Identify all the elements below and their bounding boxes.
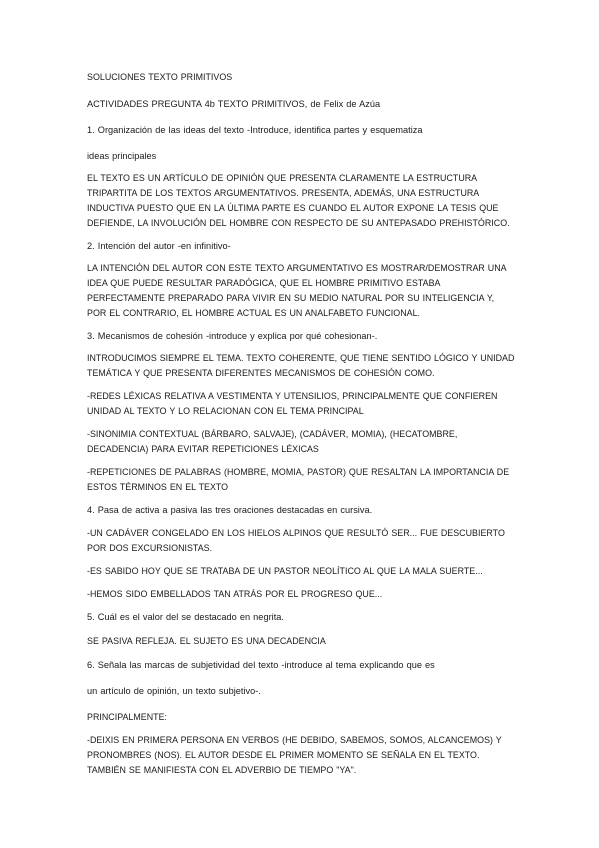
answer-4-item: -HEMOS SIDO EMBELLADOS TAN ATRÁS POR EL PROGRESO QUE...: [87, 589, 383, 599]
question-5: 5. Cuál es el valor del se destacado en negrita.: [87, 612, 284, 622]
answer-6-heading: PRINCIPALMENTE:: [87, 712, 168, 722]
answer-5: SE PASIVA REFLEJA. EL SUJETO ES UNA DECADENCIA: [87, 636, 326, 646]
question-4: 4. Pasa de activa a pasiva las tres oraciones destacadas en cursiva.: [87, 505, 373, 515]
answer-4-item: -ES SABIDO HOY QUE SE TRATABA DE UN PASTOR NEOLÍTICO AL QUE LA MALA SUERTE...: [87, 566, 483, 576]
document-title: SOLUCIONES TEXTO PRIMITIVOS: [87, 72, 233, 82]
question-1: 1. Organización de las ideas del texto -Introduce, identifica partes y esquematiza: [87, 125, 423, 135]
answer-3-item: -REPETICIONES DE PALABRAS (HOMBRE, MOMIA, PASTOR) QUE RESALTAN LA IMPORTANCIA DE ESTOS TÉRMINOS EN EL TEXTO: [87, 467, 510, 492]
answer-3-intro: INTRODUCIMOS SIEMPRE EL TEMA. TEXTO COHERENTE, QUE TIENE SENTIDO LÓGICO Y UNIDAD TEMÁTICA Y QUE PRESENTA DIFERENTES MECANISMOS DE COHESIÓN COMO.: [87, 353, 515, 378]
answer-3-item: -REDES LÉXICAS RELATIVA A VESTIMENTA Y UTENSILIOS, PRINCIPALMENTE QUE CONFIEREN UNIDAD AL TEXTO Y LO RELACIONAN CON EL TEMA PRINCIPAL: [87, 391, 498, 416]
question-2: 2. Intención del autor -en infinitivo-: [87, 241, 231, 251]
document-subtitle: ACTIVIDADES PREGUNTA 4b TEXTO PRIMITIVOS, de Felix de Azúa: [87, 99, 381, 109]
answer-2: LA INTENCIÓN DEL AUTOR CON ESTE TEXTO ARGUMENTATIVO ES MOSTRAR/DEMOSTRAR UNA IDEA QUE PUEDE RESULTAR PARADÓGICA, QUE EL HOMBRE PRIMITIVO ESTABA PERFECTAMENTE PREPARADO PARA VIVIR EN SU MEDIO NATURAL POR SU INTELIGENCIA Y, POR EL CONTRARIO, EL HOMBRE ACTUAL ES UN ANALFABETO FUNCIONAL.: [87, 263, 507, 318]
answer-4-item: -UN CADÁVER CONGELADO EN LOS HIELOS ALPINOS QUE RESULTÓ SER... FUE DESCUBIERTO POR DOS EXCURSIONISTAS.: [87, 528, 505, 553]
question-6-continuation: un artículo de opinión, un texto subjetivo-.: [87, 686, 261, 696]
question-1-continuation: ideas principales: [87, 151, 157, 161]
answer-6-item: -DEIXIS EN PRIMERA PERSONA EN VERBOS (HE DEBIDO, SABEMOS, SOMOS, ALCANCEMOS) Y PRONOMBRES (NOS). EL AUTOR DESDE EL PRIMER MOMENTO SE SEÑALA EN EL TEXTO. TAMBIÉN SE MANIFIESTA CON EL ADVERBIO DE TIEMPO "YA".: [87, 735, 502, 775]
answer-3-item: -SINONIMIA CONTEXTUAL (BÁRBARO, SALVAJE), (CADÁVER, MOMIA), (HECATOMBRE, DECADENCIA) PARA EVITAR REPETICIONES LÉXICAS: [87, 429, 458, 454]
question-6: 6. Señala las marcas de subjetividad del texto -introduce al tema explicando que es: [87, 660, 435, 670]
answer-1: EL TEXTO ES UN ARTÍCULO DE OPINIÓN QUE PRESENTA CLARAMENTE LA ESTRUCTURA TRIPARTITA DE LOS TEXTOS ARGUMENTATIVOS. PRESENTA, ADEMÁS, UNA ESTRUCTURA INDUCTIVA PUESTO QUE EN LA ÚLTIMA PARTE ES CUANDO EL AUTOR EXPONE LA TESIS QUE DEFIENDE, LA INVOLUCIÓN DEL HOMBRE CON RESPECTO DE SU ANTEPASADO PREHISTÓRICO.: [87, 173, 510, 228]
question-3: 3. Mecanismos de cohesión -introduce y explica por qué cohesionan-.: [87, 331, 378, 341]
